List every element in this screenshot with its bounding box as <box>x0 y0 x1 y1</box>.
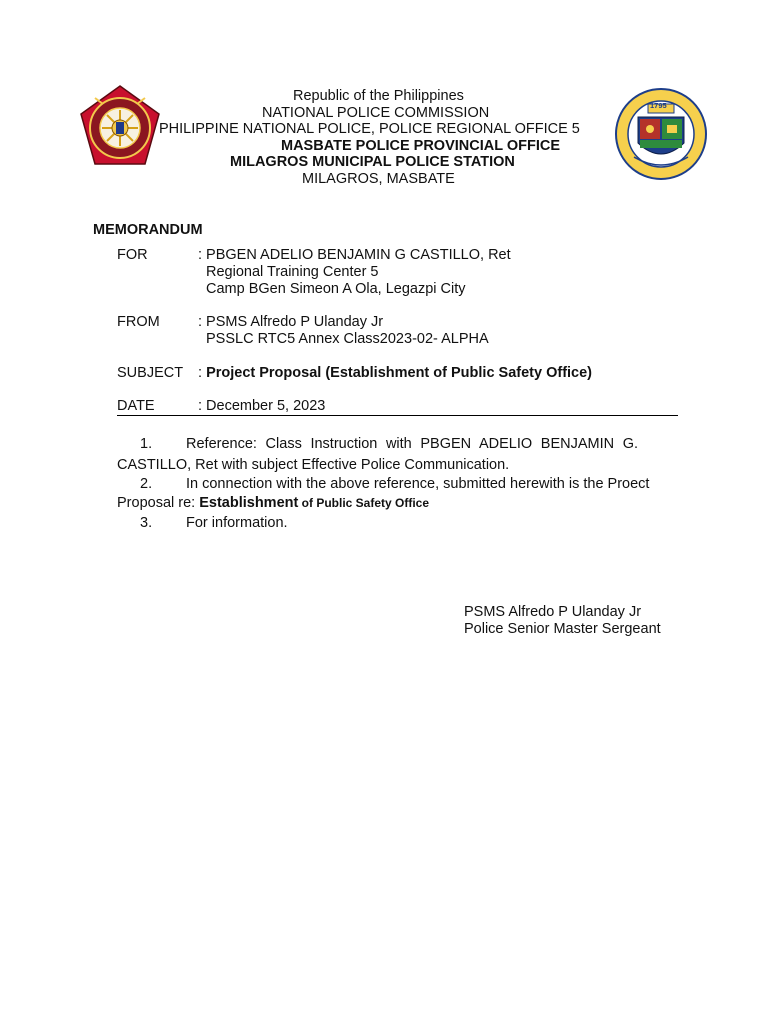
para-2-line-1: In connection with the above reference, submitted herewith is the Proect <box>186 476 650 492</box>
camaligan-police-station-seal-logo <box>614 87 708 181</box>
para-1-line-2: CASTILLO, Ret with subject Effective Police Communication. <box>117 457 510 473</box>
from-line-1: : PSMS Alfredo P Ulanday Jr <box>198 314 384 330</box>
date-label: DATE <box>117 398 155 414</box>
for-line-3: Camp BGen Simeon A Ola, Legazpi City <box>206 281 466 297</box>
header-pnp-region: PHILIPPINE NATIONAL POLICE, POLICE REGIONAL OFFICE 5 <box>159 121 580 137</box>
para-3-text: For information. <box>186 515 288 531</box>
seal-year-text: 1795 <box>650 101 667 110</box>
para-2-number: 2. <box>140 476 153 492</box>
from-label: FROM <box>117 314 160 330</box>
for-label: FOR <box>117 247 148 263</box>
subject-label: SUBJECT <box>117 365 184 381</box>
header-divider-line <box>117 415 678 416</box>
for-line-2: Regional Training Center 5 <box>206 264 379 280</box>
from-line-2: PSSLC RTC5 Annex Class2023-02- ALPHA <box>206 331 489 347</box>
header-napolcom: NATIONAL POLICE COMMISSION <box>262 105 490 121</box>
date-value: : December 5, 2023 <box>198 398 326 414</box>
para-1-number: 1. <box>140 436 153 452</box>
signature-name: PSMS Alfredo P Ulanday Jr <box>464 604 642 620</box>
subject-colon: : <box>198 365 207 381</box>
para-2-text-c: of Public Safety Office <box>298 496 430 510</box>
para-1-line-1: Reference: Class Instruction with PBGEN ADELIO BENJAMIN G. <box>186 436 639 452</box>
pnp-seal-logo <box>79 84 161 168</box>
memo-title: MEMORANDUM <box>93 222 203 238</box>
subject-line <box>198 365 592 381</box>
subject-value: Project Proposal (Establishment of Public Safety Office) <box>206 365 593 381</box>
para-3-number: 3. <box>140 515 153 531</box>
signature-rank: Police Senior Master Sergeant <box>464 621 661 637</box>
header-municipal-station: MILAGROS MUNICIPAL POLICE STATION <box>230 154 515 170</box>
para-2-text-b: Establishment <box>199 495 299 511</box>
header-location: MILAGROS, MASBATE <box>302 171 455 187</box>
para-2-text-a: Proposal re: <box>117 495 200 511</box>
header-provincial-office: MASBATE POLICE PROVINCIAL OFFICE <box>281 138 561 154</box>
para-2-line-2 <box>117 495 429 511</box>
for-line-1: : PBGEN ADELIO BENJAMIN G CASTILLO, Ret <box>198 247 511 263</box>
header-republic: Republic of the Philippines <box>293 88 464 104</box>
